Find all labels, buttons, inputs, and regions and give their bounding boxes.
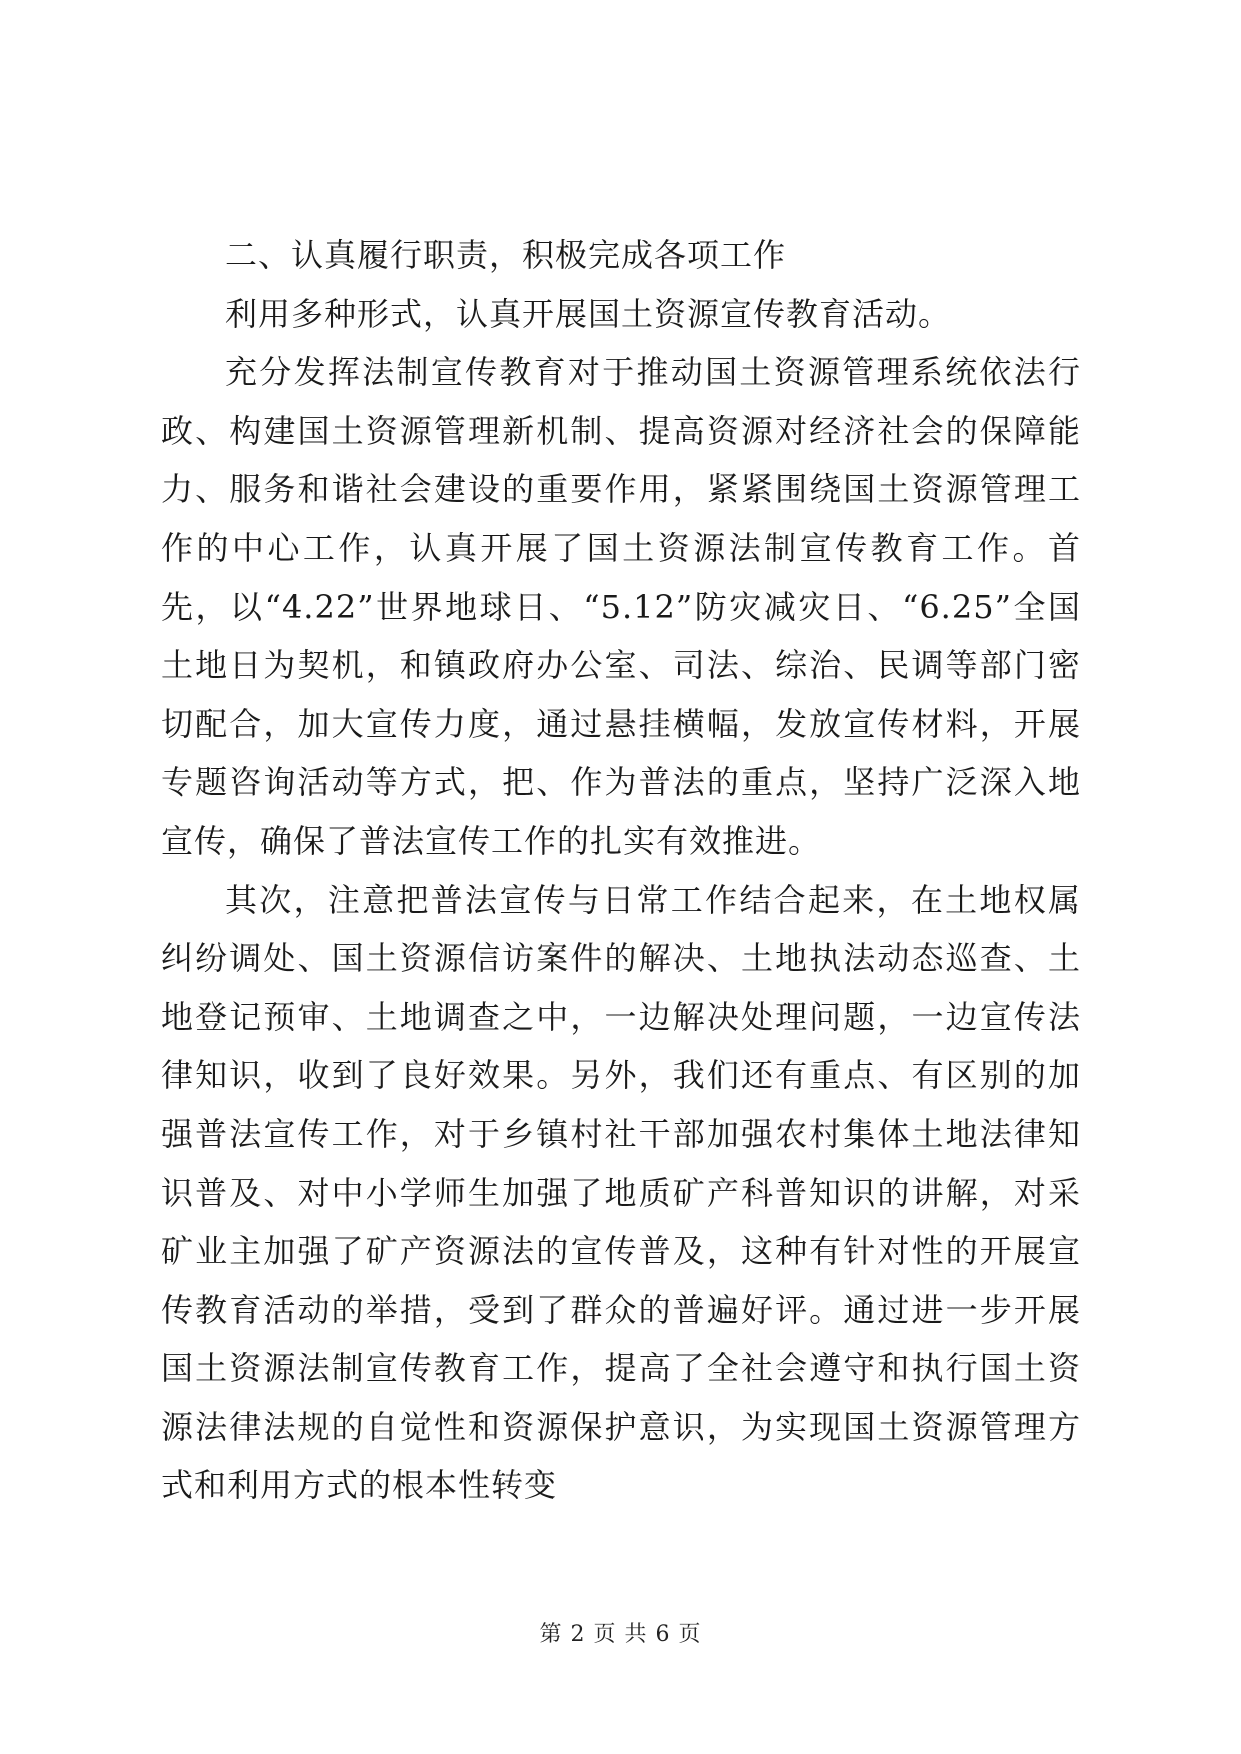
page-footer: 第 2 页 共 6 页 <box>539 1622 702 1647</box>
document-body <box>161 226 1081 1515</box>
section-heading: 二、认真履行职责，积极完成各项工作 <box>225 236 787 274</box>
body-paragraph: 其次，注意把普法宣传与日常工作结合起来，在土地权属纠纷调处、国土资源信访案件的解决、土地执法动态巡查、土地登记预审、土地调查之中，一边解决处理问题，一边宣传法律知识，收到了良好效果。另外，我们还有重点、有区别的加强普法宣传工作，对于乡镇村社干部加强农村集体土地法律知识普及、对中小学师生加强了地质矿产科普知识的讲解，对采矿业主加强了矿产资源法的宣传普及，这种有针对性的开展宣传教育活动的举措，受到了群众的普遍好评。通过进一步开展国土资源法制宣传教育工作，提高了全社会遵守和执行国土资源法律法规的自觉性和资源保护意识，为实现国土资源管理方式和利用方式的根本性转变 <box>161 880 1081 1505</box>
body-paragraph: 充分发挥法制宣传教育对于推动国土资源管理系统依法行政、构建国土资源管理新机制、提高资源对经济社会的保障能力、服务和谐社会建设的重要作用，紧紧围绕国土资源管理工作的中心工作，认真开展了国土资源法制宣传教育工作。首先，以“4.22”世界地球日、“5.12”防灾减灾日、“6.25”全国土地日为契机，和镇政府办公室、司法、综治、民调等部门密切配合，加大宣传力度，通过悬挂横幅，发放宣传材料，开展专题咨询活动等方式，把、作为普法的重点，坚持广泛深入地宣传，确保了普法宣传工作的扎实有效推进。 <box>161 353 1081 860</box>
subsection-heading: 利用多种形式，认真开展国土资源宣传教育活动。 <box>225 294 952 333</box>
